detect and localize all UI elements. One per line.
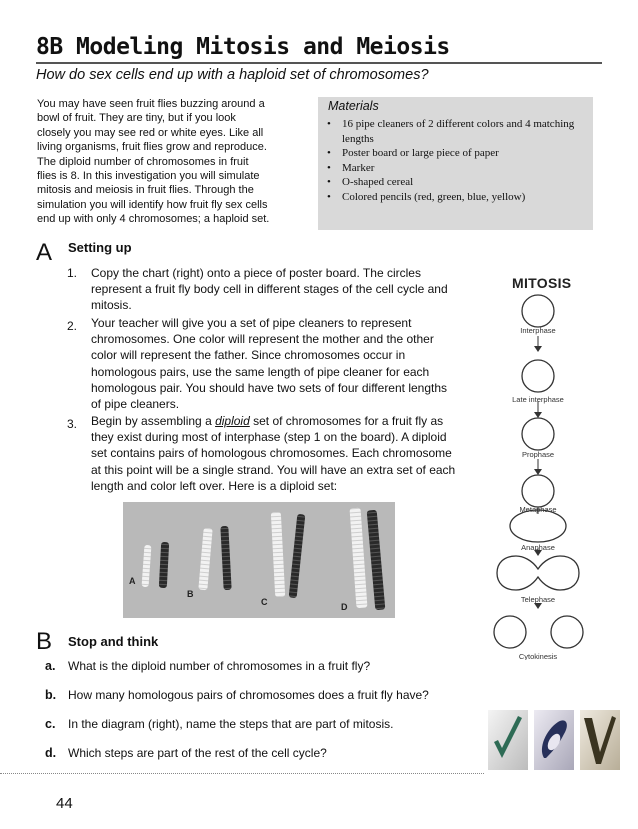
pipe-cleaner-d-light	[350, 508, 368, 609]
step-2-text	[91, 315, 483, 412]
arrowhead-3	[534, 469, 542, 475]
intro-line: You may have seen fruit flies buzzing around a	[37, 98, 265, 110]
diploid-set-photo	[123, 502, 395, 618]
step-line: homologous pairs, use the same length of pipe cleaner for each	[91, 364, 430, 379]
section-letter-b: B	[36, 628, 53, 655]
materials-item: • Poster board or large piece of paper	[324, 146, 586, 161]
interphase-cell	[522, 295, 554, 327]
step-line	[91, 413, 483, 429]
intro-line: closely you may see red or white eyes. Like all	[37, 126, 264, 139]
photo-label-c: C	[261, 597, 268, 607]
materials-item: • Marker	[324, 161, 586, 176]
step-number: 1.	[67, 266, 78, 280]
section-heading-stop-and-think: Stop and think	[68, 634, 159, 649]
pipe-cleaner-c-dark	[289, 514, 306, 598]
materials-item: • O-shaped cereal	[324, 175, 586, 190]
cytokinesis-cell-right	[551, 616, 583, 648]
intro-line: simulation you will identify how fruit fly sex cells	[37, 198, 268, 211]
step-line: they exist during most of interphase (step 1 on the board). A diploid	[91, 430, 447, 445]
question-b-text: How many homologous pairs of chromosomes does a fruit fly have?	[68, 688, 429, 702]
pipe-cleaner-c-light	[271, 512, 285, 597]
prophase-cell	[522, 418, 554, 450]
question-letter: d.	[45, 746, 57, 760]
step-3-text	[91, 413, 483, 494]
diploid-term: diploid	[215, 414, 250, 428]
intro-line: end up with only 4 chromosomes; a haploid set.	[37, 213, 270, 226]
step-line-post: set of chromosomes for a fruit fly as	[249, 414, 444, 428]
materials-list	[324, 117, 586, 204]
stage-label-telephase: Telephase	[520, 595, 556, 604]
step-line: Copy the chart (right) onto a piece of poster board. The circles	[91, 266, 421, 280]
section-heading-setting-up: Setting up	[68, 240, 132, 255]
step-line-pre: Begin by assembling a	[91, 414, 216, 428]
pipe-cleaner-b-dark	[220, 526, 231, 590]
page-number: 44	[56, 795, 73, 812]
pipe-cleaner-a-light	[142, 545, 152, 587]
stage-label-metaphase: Metaphase	[519, 505, 557, 514]
pipe-cleaner-b-light	[198, 528, 212, 591]
question-letter: c.	[45, 717, 56, 731]
anaphase-cell	[510, 510, 566, 542]
question-a-text: What is the diploid number of chromosomes in a fruit fly?	[68, 659, 371, 673]
step-line: color will represent the father. Since chromosomes occur in	[91, 348, 406, 363]
step-line: mitosis.	[91, 298, 132, 313]
step-line: of pipe cleaners.	[91, 397, 180, 412]
pipe-cleaner-d-dark	[367, 510, 386, 610]
step-line: length and color left over. Here is a diploid set:	[91, 478, 338, 493]
cytokinesis-cell-left	[494, 616, 526, 648]
question-letter: b.	[45, 688, 57, 702]
intro-line: The diploid number of chromosomes in fruit	[37, 155, 249, 168]
step-line: Your teacher will give you a set of pipe cleaners to represent	[91, 316, 412, 330]
title-underline	[36, 62, 602, 64]
stage-label-anaphase: Anaphase	[521, 543, 555, 552]
mitosis-diagram	[485, 290, 595, 660]
mitosis-diagram-title: MITOSIS	[512, 275, 572, 291]
footer-divider	[0, 773, 484, 774]
stage-label-cytokinesis: Cytokinesis	[518, 652, 558, 660]
page-title: 8B Modeling Mitosis and Meiosis	[36, 34, 450, 60]
intro-line: bowl of fruit. They are tiny, but if you look	[37, 112, 236, 125]
materials-item: • 16 pipe cleaners of 2 different colors and 4 matching lengths	[324, 117, 586, 146]
late-interphase-cell	[522, 360, 554, 392]
question-d-text: Which steps are part of the rest of the cell cycle?	[68, 746, 327, 760]
materials-heading: Materials	[328, 99, 379, 113]
step-number: 3.	[67, 417, 78, 431]
step-line: homologous pair. You should have two sets of four different lengths	[91, 380, 448, 395]
materials-box	[318, 97, 593, 230]
intro-line: mitosis and meiosis in fruit flies. Through the	[37, 184, 254, 197]
stage-label-prophase: Prophase	[521, 450, 555, 459]
page-subtitle: How do sex cells end up with a haploid set of chromosomes?	[36, 67, 429, 83]
photo-label-b: B	[187, 589, 194, 599]
metaphase-cell	[522, 475, 554, 507]
materials-item: • Colored pencils (red, green, blue, yellow)	[324, 190, 586, 205]
intro-line: flies is 8. In this investigation you will simulate	[37, 170, 260, 183]
decorative-icon-strip	[488, 708, 620, 772]
question-c-text: In the diagram (right), name the steps that are part of mitosis.	[68, 717, 394, 731]
photo-label-d: D	[341, 602, 348, 612]
arrowhead-2	[534, 412, 542, 418]
question-letter: a.	[45, 659, 56, 673]
pipe-cleaner-a-dark	[159, 542, 169, 588]
step-1-text	[91, 265, 483, 314]
pipe-cleaners-illustration	[123, 502, 395, 618]
photo-label-a: A	[129, 576, 136, 586]
intro-line: living organisms, fruit flies grow and reproduce.	[37, 141, 267, 154]
step-line: chromosomes. One color will represent the mother and the other	[91, 332, 434, 347]
step-number: 2.	[67, 319, 78, 333]
step-line: represent a fruit fly body cell in different stages of the cell cycle and	[91, 282, 448, 297]
telephase-cell	[497, 556, 579, 590]
intro-paragraph	[37, 97, 287, 227]
step-line: at this point will be a single strand. You will have an extra set of each	[91, 462, 456, 477]
stage-label-late-interphase: Late interphase	[512, 395, 564, 404]
arrowhead-1	[534, 346, 542, 352]
step-line: set contains pairs of homologous chromosomes. Each chromosome	[91, 446, 452, 461]
stage-label-interphase: Interphase	[520, 326, 556, 335]
section-letter-a: A	[36, 239, 53, 266]
